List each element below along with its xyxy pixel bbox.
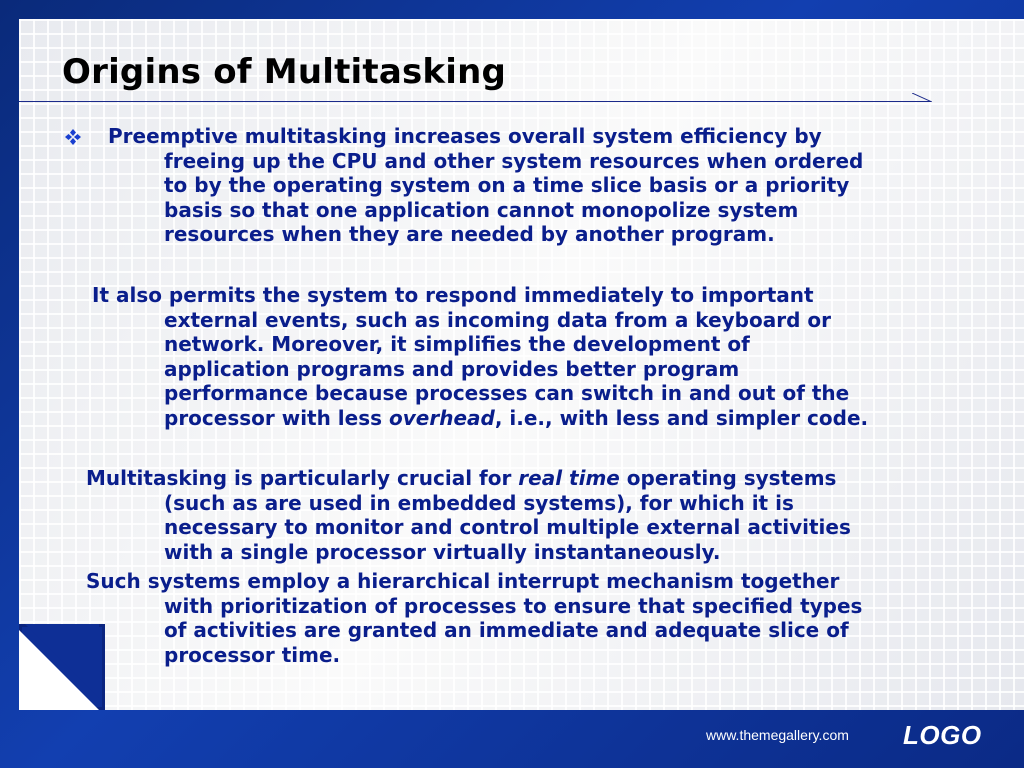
- text-line: Preemptive multitasking increases overall system efficiency by: [108, 124, 822, 148]
- text-line: processor time.: [164, 642, 341, 667]
- corner-decoration: [19, 624, 105, 710]
- text-line: to by the operating system on a time slice basis or a priority: [164, 173, 850, 198]
- text-span: Multitasking is particularly crucial for: [86, 466, 519, 490]
- text-line: It also permits the system to respond immediately to important: [92, 283, 814, 307]
- text-line: with a single processor virtually instantaneously.: [164, 539, 721, 564]
- text-line: of activities are granted an immediate and adequate slice of: [164, 618, 849, 643]
- text-line: resources when they are needed by another program.: [164, 222, 775, 247]
- text-line: network. Moreover, it simplifies the development of: [164, 332, 750, 357]
- emphasis-real-time: real time: [518, 466, 620, 490]
- paragraph-preemptive: [0, 124, 863, 247]
- text-line: basis so that one application cannot monopolize system: [164, 197, 799, 222]
- footer-website: www.themegallery.com: [706, 727, 849, 743]
- text-line: necessary to monitor and control multiple external activities: [164, 515, 851, 540]
- text-line: external events, such as incoming data from a keyboard or: [164, 307, 831, 332]
- text-span: operating systems: [619, 466, 837, 490]
- text-line: performance because processes can switch in and out of the: [164, 381, 850, 406]
- text-line: [0, 406, 868, 431]
- text-span: , i.e., with less and simpler code.: [494, 405, 869, 430]
- emphasis-overhead: overhead: [389, 405, 495, 430]
- text-line: (such as are used in embedded systems), for which it is: [164, 490, 794, 515]
- paragraph-external-events: [0, 283, 868, 431]
- text-line: Such systems employ a hierarchical interrupt mechanism together: [86, 569, 840, 593]
- text-line: [0, 466, 851, 491]
- text-line: freeing up the CPU and other system resources when ordered: [164, 148, 864, 173]
- paragraph-real-time: [0, 466, 851, 564]
- text-span: processor with less: [164, 405, 389, 430]
- footer-logo: LOGO: [903, 720, 982, 750]
- text-line: application programs and provides better program: [164, 356, 740, 381]
- slide-title: Origins of Multitasking: [62, 52, 507, 92]
- text-line: with prioritization of processes to ensure that specified types: [164, 593, 863, 618]
- paragraph-interrupts: [0, 569, 862, 667]
